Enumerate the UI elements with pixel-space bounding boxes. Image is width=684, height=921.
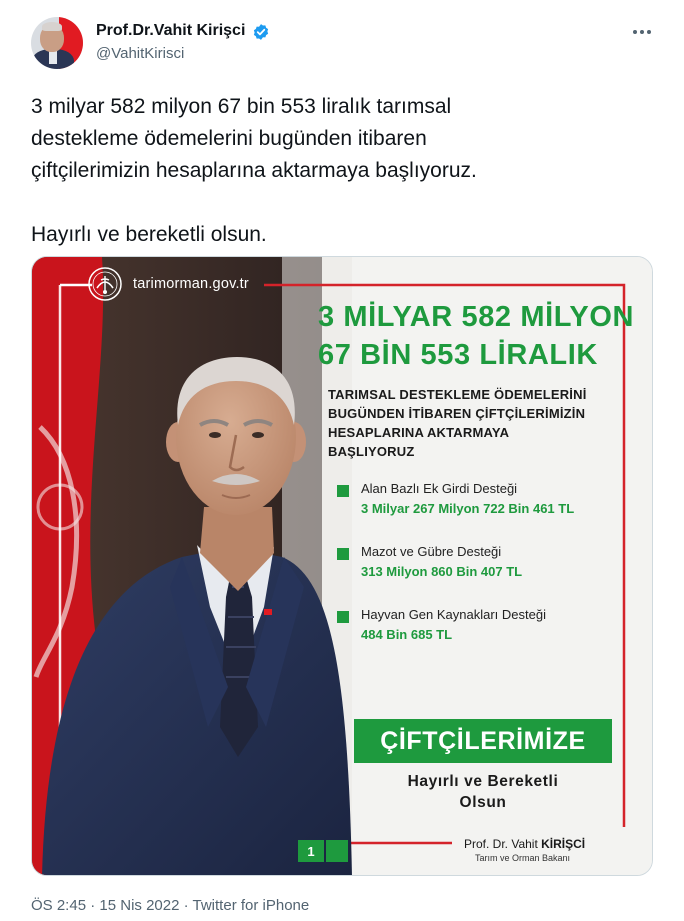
tweet-text-line: destekleme ödemelerini bugünden itibaren [31, 127, 427, 150]
support-amount: 3 Milyar 267 Milyon 722 Bin 461 TL [361, 501, 575, 516]
headline-line: 67 BİN 553 LİRALIK [318, 339, 598, 371]
meta-separator: · [86, 897, 100, 914]
tweet-media-image[interactable] [31, 256, 653, 876]
support-amount: 484 Bin 685 TL [361, 627, 453, 642]
square-bullet-icon [337, 485, 349, 497]
display-name[interactable]: Prof.Dr.Vahit Kirişci [96, 22, 246, 39]
verified-badge-icon [252, 23, 270, 41]
media-brand [87, 265, 249, 303]
media-subtitle [328, 385, 628, 461]
ministry-logo-icon [87, 266, 123, 302]
headline-line: 3 MİLYAR 582 MİLYON [318, 301, 635, 333]
subtitle-line: BUGÜNDEN İTİBAREN ÇİFTÇİLERİMİZİN [328, 406, 586, 421]
tweet-date[interactable]: 15 Nis 2022 [99, 897, 180, 914]
tweet-text [31, 91, 651, 251]
wish-line: Hayırlı ve Bereketli [407, 773, 559, 790]
support-label: Mazot ve Gübre Desteği [361, 544, 502, 559]
support-label: Alan Bazlı Ek Girdi Desteği [361, 481, 518, 496]
meta-separator: · [179, 897, 193, 914]
square-bullet-icon [337, 548, 349, 560]
page-indicator [326, 840, 348, 862]
cta-banner: ÇİFTÇİLERİMİZE [354, 719, 612, 763]
tweet-time[interactable]: ÖS 2:45 [31, 897, 87, 914]
avatar[interactable] [31, 17, 83, 69]
site-url: tarimorman.gov.tr [133, 276, 249, 292]
signature-prefix: Prof. Dr. Vahit [464, 837, 542, 851]
signature-title: Tarım ve Orman Bakanı [475, 853, 571, 863]
page-number: 1 [298, 840, 324, 862]
support-amount: 313 Milyon 860 Bin 407 TL [361, 564, 523, 579]
signature-name [464, 837, 585, 851]
tweet-source[interactable]: Twitter for iPhone [192, 897, 310, 914]
subtitle-line: TARIMSAL DESTEKLEME ÖDEMELERİNİ [328, 387, 587, 402]
wish-line: Olsun [459, 794, 507, 811]
tweet-text-line: 3 milyar 582 milyon 67 bin 553 liralık tarımsal [31, 95, 452, 118]
subtitle-line: HESAPLARINA AKTARMAYA [328, 425, 510, 440]
support-label: Hayvan Gen Kaynakları Desteği [361, 607, 546, 622]
more-options-icon[interactable] [630, 24, 654, 40]
tweet-text-line: Hayırlı ve bereketli olsun. [31, 223, 267, 246]
subtitle-line: BAŞLIYORUZ [328, 444, 415, 459]
square-bullet-icon [337, 611, 349, 623]
tweet-meta [31, 897, 309, 914]
tweet-text-line: çiftçilerimizin hesaplarına aktarmaya başlıyoruz. [31, 159, 477, 182]
signature-surname: KİRİŞCİ [541, 837, 586, 851]
handle[interactable]: @VahitKirisci [96, 45, 185, 62]
wish-text [350, 771, 616, 813]
